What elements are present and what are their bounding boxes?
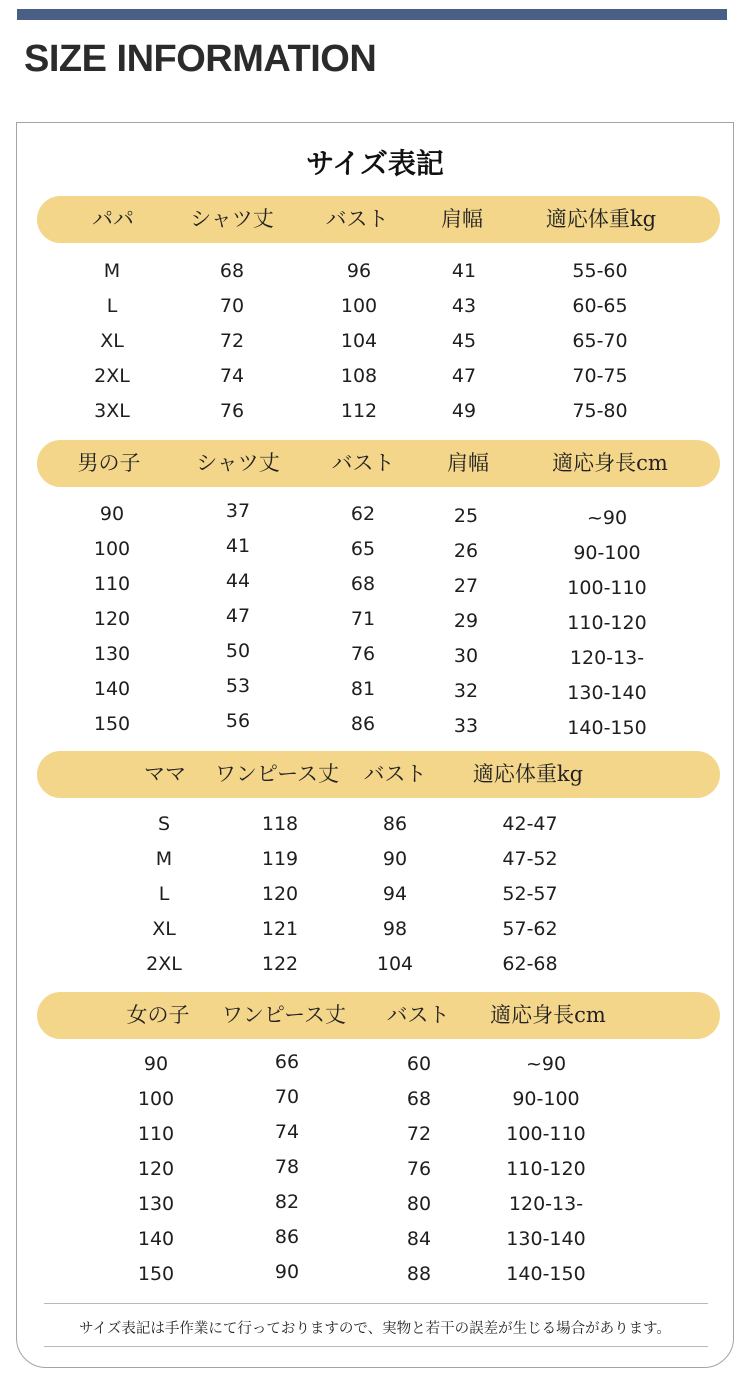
boy-cell: ~90	[586, 507, 628, 529]
girl-cell: 80	[406, 1193, 432, 1215]
papa-cell: 112	[340, 400, 378, 422]
papa-header-bust: バスト	[325, 207, 389, 231]
boy-cell: 53	[225, 675, 251, 697]
boy-cell: 90	[99, 503, 125, 525]
mama-cell: 104	[376, 953, 414, 975]
papa-cell: 75-80	[572, 400, 628, 422]
mama-header-band	[37, 751, 720, 798]
mama-header-dress-length: ワンピース丈	[214, 762, 340, 786]
girl-cell: 78	[274, 1156, 300, 1178]
boy-cell: 110	[93, 573, 131, 595]
papa-header-size: パパ	[92, 207, 134, 231]
papa-cell: 108	[340, 365, 378, 387]
boy-cell: 47	[225, 605, 251, 627]
boy-cell: 33	[453, 715, 479, 737]
mama-cell: 52-57	[502, 883, 558, 905]
girl-header-dress-length: ワンピース丈	[221, 1003, 347, 1027]
boy-cell: 71	[350, 608, 376, 630]
girl-cell: 88	[406, 1263, 432, 1285]
papa-cell: 65-70	[572, 330, 628, 352]
boy-header-bust: バスト	[331, 451, 395, 475]
boy-cell: 56	[225, 710, 251, 732]
mama-cell: 118	[261, 813, 299, 835]
boy-cell: 100	[93, 538, 131, 560]
mama-cell: 122	[261, 953, 299, 975]
papa-cell: 49	[451, 400, 477, 422]
boy-cell: 100-110	[567, 577, 647, 599]
mama-cell: 120	[261, 883, 299, 905]
papa-cell: 74	[219, 365, 245, 387]
boy-cell: 120-13-	[569, 647, 645, 669]
papa-cell: 70-75	[572, 365, 628, 387]
mama-cell: 90	[382, 848, 408, 870]
mama-cell: 57-62	[502, 918, 558, 940]
boy-cell: 140	[93, 678, 131, 700]
girl-cell: 120	[137, 1158, 175, 1180]
boy-cell: 86	[350, 713, 376, 735]
girl-cell: 110-120	[506, 1158, 586, 1180]
papa-cell: 55-60	[572, 260, 628, 282]
girl-header-band	[37, 992, 720, 1039]
boy-cell: 76	[350, 643, 376, 665]
mama-cell: 86	[382, 813, 408, 835]
girl-cell: 90-100	[512, 1088, 580, 1110]
boy-cell: 68	[350, 573, 376, 595]
mama-cell: XL	[152, 918, 176, 940]
girl-header-bust: バスト	[386, 1003, 450, 1027]
papa-cell: 76	[219, 400, 245, 422]
mama-cell: 98	[382, 918, 408, 940]
boy-cell: 32	[453, 680, 479, 702]
girl-cell: 74	[274, 1121, 300, 1143]
papa-cell: 68	[219, 260, 245, 282]
girl-cell: 120-13-	[508, 1193, 584, 1215]
papa-header-shirt-length: シャツ丈	[190, 207, 274, 231]
boy-header-shoulder: 肩幅	[447, 451, 489, 475]
girl-cell: 82	[274, 1191, 300, 1213]
girl-cell: 76	[406, 1158, 432, 1180]
girl-header-height: 適応身長cm	[490, 1003, 606, 1027]
mama-header-weight: 適応体重kg	[472, 762, 584, 786]
boy-cell: 41	[225, 535, 251, 557]
card-title: サイズ表記	[306, 147, 444, 180]
boy-header-shirt-length: シャツ丈	[196, 451, 280, 475]
girl-cell: 110	[137, 1123, 175, 1145]
papa-cell: 45	[451, 330, 477, 352]
boy-cell: 140-150	[567, 717, 647, 739]
mama-cell: S	[157, 813, 171, 835]
mama-cell: L	[158, 883, 170, 905]
mama-cell: 42-47	[502, 813, 558, 835]
note-divider-bottom	[44, 1346, 708, 1347]
page-heading: SIZE INFORMATION	[24, 38, 377, 80]
boy-cell: 81	[350, 678, 376, 700]
papa-cell: 41	[451, 260, 477, 282]
mama-header-bust: バスト	[363, 762, 427, 786]
papa-cell: 2XL	[94, 365, 130, 387]
papa-cell: 3XL	[94, 400, 130, 422]
girl-cell: 150	[137, 1263, 175, 1285]
boy-cell: 150	[93, 713, 131, 735]
mama-cell: 62-68	[502, 953, 558, 975]
boy-cell: 29	[453, 610, 479, 632]
girl-header-size: 女の子	[126, 1003, 190, 1027]
papa-cell: 70	[219, 295, 245, 317]
girl-cell: 86	[274, 1226, 300, 1248]
boy-cell: 27	[453, 575, 479, 597]
girl-cell: 70	[274, 1086, 300, 1108]
papa-cell: 60-65	[572, 295, 628, 317]
top-accent-bar	[17, 9, 727, 20]
boy-cell: 26	[453, 540, 479, 562]
papa-cell: L	[106, 295, 118, 317]
boy-cell: 110-120	[567, 612, 647, 634]
papa-cell: 43	[451, 295, 477, 317]
papa-header-weight: 適応体重kg	[545, 207, 657, 231]
girl-cell: 140-150	[506, 1263, 586, 1285]
papa-cell: XL	[100, 330, 124, 352]
girl-cell: 66	[274, 1051, 300, 1073]
papa-cell: 100	[340, 295, 378, 317]
boy-cell: 25	[453, 505, 479, 527]
girl-cell: 90	[143, 1053, 169, 1075]
footnote: サイズ表記は手作業にて行っておりますので、実物と若干の誤差が生じる場合があります。	[79, 1321, 671, 1337]
boy-cell: 120	[93, 608, 131, 630]
boy-cell: 44	[225, 570, 251, 592]
boy-cell: 65	[350, 538, 376, 560]
boy-cell: 50	[225, 640, 251, 662]
mama-cell: 94	[382, 883, 408, 905]
mama-cell: M	[155, 848, 173, 870]
mama-cell: 119	[261, 848, 299, 870]
girl-cell: ~90	[525, 1053, 567, 1075]
boy-cell: 130-140	[567, 682, 647, 704]
papa-cell: 104	[340, 330, 378, 352]
mama-cell: 121	[261, 918, 299, 940]
girl-cell: 84	[406, 1228, 432, 1250]
papa-cell: 72	[219, 330, 245, 352]
girl-cell: 60	[406, 1053, 432, 1075]
girl-cell: 100	[137, 1088, 175, 1110]
papa-cell: M	[103, 260, 121, 282]
girl-cell: 100-110	[506, 1123, 586, 1145]
boy-header-size: 男の子	[77, 451, 141, 475]
girl-cell: 90	[274, 1261, 300, 1283]
boy-cell: 30	[453, 645, 479, 667]
mama-header-size: ママ	[144, 762, 186, 786]
girl-cell: 68	[406, 1088, 432, 1110]
boy-cell: 130	[93, 643, 131, 665]
papa-header-band	[37, 196, 720, 243]
boy-cell: 62	[350, 503, 376, 525]
girl-cell: 140	[137, 1228, 175, 1250]
girl-cell: 130-140	[506, 1228, 586, 1250]
girl-cell: 72	[406, 1123, 432, 1145]
papa-header-shoulder: 肩幅	[441, 207, 483, 231]
papa-cell: 96	[346, 260, 372, 282]
girl-cell: 130	[137, 1193, 175, 1215]
boy-cell: 90-100	[573, 542, 641, 564]
note-divider-top	[44, 1303, 708, 1304]
boy-header-height: 適応身長cm	[552, 451, 668, 475]
boy-header-band	[37, 440, 720, 487]
mama-cell: 2XL	[146, 953, 182, 975]
boy-cell: 37	[225, 500, 251, 522]
papa-cell: 47	[451, 365, 477, 387]
mama-cell: 47-52	[502, 848, 558, 870]
